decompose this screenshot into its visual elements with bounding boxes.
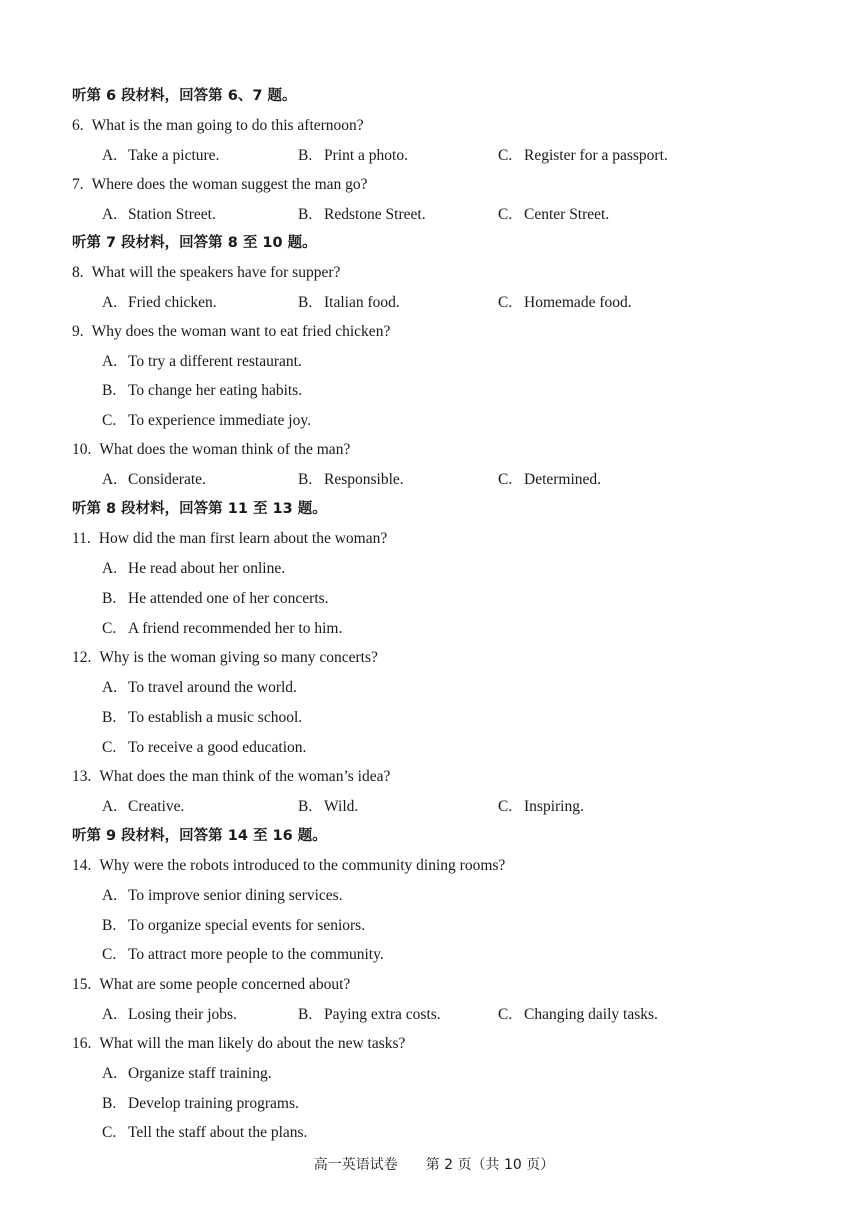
question-number: 10. <box>72 441 92 458</box>
section-heading: 听第 6 段材料，回答第 6、7 题。 <box>72 88 297 104</box>
question-14 <box>72 856 505 876</box>
question-text: How did the man first learn about the woman? <box>98 530 388 547</box>
option-12c: C. To receive a good education. <box>102 739 307 756</box>
section-heading: 听第 9 段材料，回答第 14 至 16 题。 <box>72 828 327 844</box>
question-text: What will the speakers have for supper? <box>91 264 341 281</box>
option-9c: C. To experience immediate joy. <box>102 412 311 429</box>
option-15c: C. Changing daily tasks. <box>498 1006 658 1023</box>
question-text: Where does the woman suggest the man go? <box>91 176 368 193</box>
question-text: Why were the robots introduced to the community dining rooms? <box>99 857 506 874</box>
option-16a: A. Organize staff training. <box>102 1065 272 1082</box>
question-12 <box>72 648 378 668</box>
question-text: What is the man going to do this afternoon? <box>91 117 364 134</box>
question-number: 14. <box>72 857 92 874</box>
option-8c: C. Homemade food. <box>498 294 632 311</box>
option-7a: A. Station Street. <box>102 206 216 223</box>
question-number: 7. <box>72 176 84 193</box>
question-text: What does the man think of the woman’s idea? <box>99 768 391 785</box>
question-number: 12. <box>72 649 92 666</box>
question-15 <box>72 975 350 995</box>
option-11a: A. He read about her online. <box>102 560 286 577</box>
option-15a: A. Losing their jobs. <box>102 1006 237 1023</box>
option-14c: C. To attract more people to the community. <box>102 946 384 963</box>
question-number: 11. <box>72 530 91 547</box>
question-11 <box>72 529 387 549</box>
option-11b: B. He attended one of her concerts. <box>102 590 329 607</box>
option-16c: C. Tell the staff about the plans. <box>102 1124 308 1141</box>
question-13 <box>72 767 390 787</box>
question-9 <box>72 322 390 342</box>
section-heading: 听第 8 段材料，回答第 11 至 13 题。 <box>72 501 327 517</box>
question-6 <box>72 116 364 136</box>
page-number: 第 2 页（共 10 页） <box>425 1157 555 1173</box>
option-13c: C. Inspiring. <box>498 798 584 815</box>
page-footer <box>0 1154 868 1174</box>
question-number: 8. <box>72 264 84 281</box>
exam-title: 高一英语试卷 <box>313 1157 398 1173</box>
question-8 <box>72 263 340 283</box>
option-12a: A. To travel around the world. <box>102 679 297 696</box>
option-16b: B. Develop training programs. <box>102 1095 299 1112</box>
option-13b: B. Wild. <box>298 798 359 815</box>
option-9b: B. To change her eating habits. <box>102 382 303 399</box>
question-16 <box>72 1034 405 1054</box>
option-8a: A. Fried chicken. <box>102 294 217 311</box>
option-14b: B. To organize special events for seniors. <box>102 917 366 934</box>
question-number: 16. <box>72 1035 92 1052</box>
option-7c: C. Center Street. <box>498 206 610 223</box>
option-10c: C. Determined. <box>498 471 602 488</box>
option-8b: B. Italian food. <box>298 294 400 311</box>
question-text: Why does the woman want to eat fried chicken? <box>91 323 391 340</box>
option-6b: B. Print a photo. <box>298 147 408 164</box>
question-text: What does the woman think of the man? <box>99 441 351 458</box>
option-14a: A. To improve senior dining services. <box>102 887 343 904</box>
question-7 <box>72 175 368 195</box>
option-9a: A. To try a different restaurant. <box>102 353 302 370</box>
question-10 <box>72 440 350 460</box>
option-10b: B. Responsible. <box>298 471 404 488</box>
option-11c: C. A friend recommended her to him. <box>102 620 343 637</box>
option-6a: A. Take a picture. <box>102 147 220 164</box>
option-10a: A. Considerate. <box>102 471 206 488</box>
question-text: What are some people concerned about? <box>99 976 351 993</box>
option-15b: B. Paying extra costs. <box>298 1006 441 1023</box>
option-6c: C. Register for a passport. <box>498 147 668 164</box>
question-number: 6. <box>72 117 84 134</box>
question-number: 9. <box>72 323 84 340</box>
option-7b: B. Redstone Street. <box>298 206 426 223</box>
option-12b: B. To establish a music school. <box>102 709 303 726</box>
section-heading: 听第 7 段材料，回答第 8 至 10 题。 <box>72 235 317 251</box>
question-text: Why is the woman giving so many concerts? <box>99 649 378 666</box>
question-number: 13. <box>72 768 92 785</box>
question-text: What will the man likely do about the new tasks? <box>99 1035 406 1052</box>
question-number: 15. <box>72 976 92 993</box>
option-13a: A. Creative. <box>102 798 185 815</box>
